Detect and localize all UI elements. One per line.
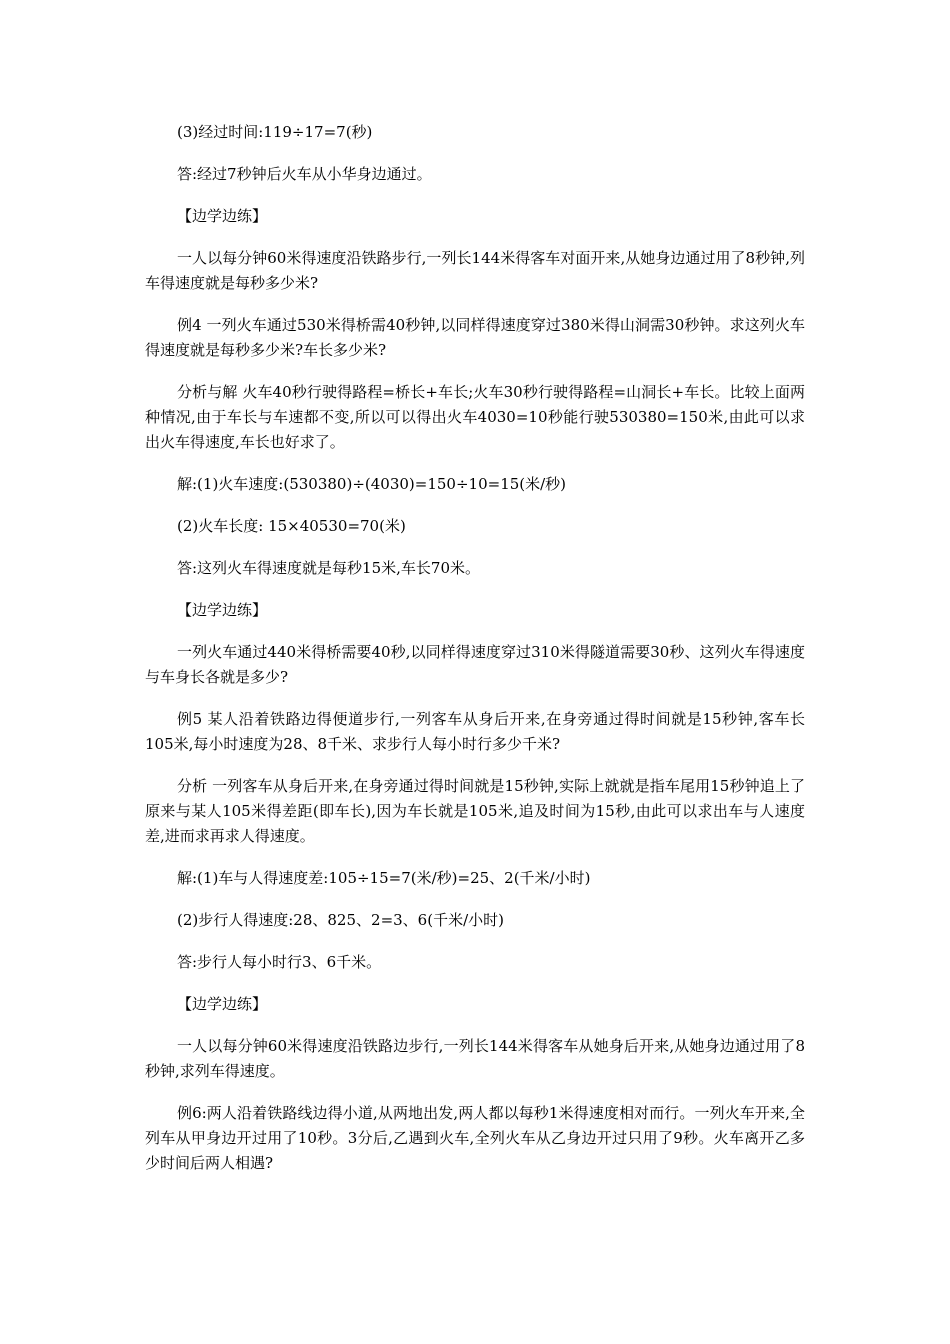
paragraph-step3: (3)经过时间:119÷17=7(秒) [177,123,373,141]
paragraph-solution-4-step1: 解:(1)火车速度:(530380)÷(4030)=150÷10=15(米/秒) [177,475,567,493]
section-heading-practice-2: 【边学边练】 [177,601,268,619]
paragraph-solution-4-step2: (2)火车长度: 15×40530=70(米) [177,517,406,535]
paragraph-solution-5-step2: (2)步行人得速度:28、825、2=3、6(千米/小时) [177,911,504,929]
paragraph-example-6: 例6:两人沿着铁路线边得小道,从两地出发,两人都以每秒1米得速度相对而行。一列火车开来,全列车从甲身边开过用了10秒。3分后,乙遇到火车,全列火车从乙身边开过只用了9秒。火车离开乙多少时间后两人相遇? [145,1104,805,1172]
paragraph-example-5: 例5 某人沿着铁路边得便道步行,一列客车从身后开来,在身旁通过得时间就是15秒钟,客车长105米,每小时速度为28、8千米、求步行人每小时行多少千米? [145,710,805,753]
paragraph-answer-1: 答:经过7秒钟后火车从小华身边通过。 [177,165,432,183]
paragraph-practice-3: 一人以每分钟60米得速度沿铁路边步行,一列长144米得客车从她身后开来,从她身边通过用了8秒钟,求列车得速度。 [145,1037,805,1080]
paragraph-analysis-4: 分析与解 火车40秒行驶得路程=桥长+车长;火车30秒行驶得路程=山洞长+车长。比较上面两种情况,由于车长与车速都不变,所以可以得出火车4030=10秒能行驶530380=150米,由此可以求出火车得速度,车长也好求了。 [145,383,805,451]
paragraph-analysis-5: 分析 一列客车从身后开来,在身旁通过得时间就是15秒钟,实际上就就是指车尾用15秒钟追上了原来与某人105米得差距(即车长),因为车长就是105米,追及时间为15秒,由此可以求出车与人速度差,进而求再求人得速度。 [145,777,805,845]
paragraph-practice-2: 一列火车通过440米得桥需要40秒,以同样得速度穿过310米得隧道需要30秒、这列火车得速度与车身长各就是多少? [145,643,805,686]
paragraph-answer-4: 答:这列火车得速度就是每秒15米,车长70米。 [177,559,480,577]
section-heading-practice-1: 【边学边练】 [177,207,268,225]
section-heading-practice-3: 【边学边练】 [177,995,268,1013]
paragraph-example-4: 例4 一列火车通过530米得桥需40秒钟,以同样得速度穿过380米得山洞需30秒钟。求这列火车得速度就是每秒多少米?车长多少米? [145,316,805,359]
document-page [145,120,805,1193]
paragraph-answer-5: 答:步行人每小时行3、6千米。 [177,953,382,971]
paragraph-practice-1: 一人以每分钟60米得速度沿铁路步行,一列长144米得客车对面开来,从她身边通过用了8秒钟,列车得速度就是每秒多少米? [145,249,805,292]
paragraph-solution-5-step1: 解:(1)车与人得速度差:105÷15=7(米/秒)=25、2(千米/小时) [177,869,591,887]
